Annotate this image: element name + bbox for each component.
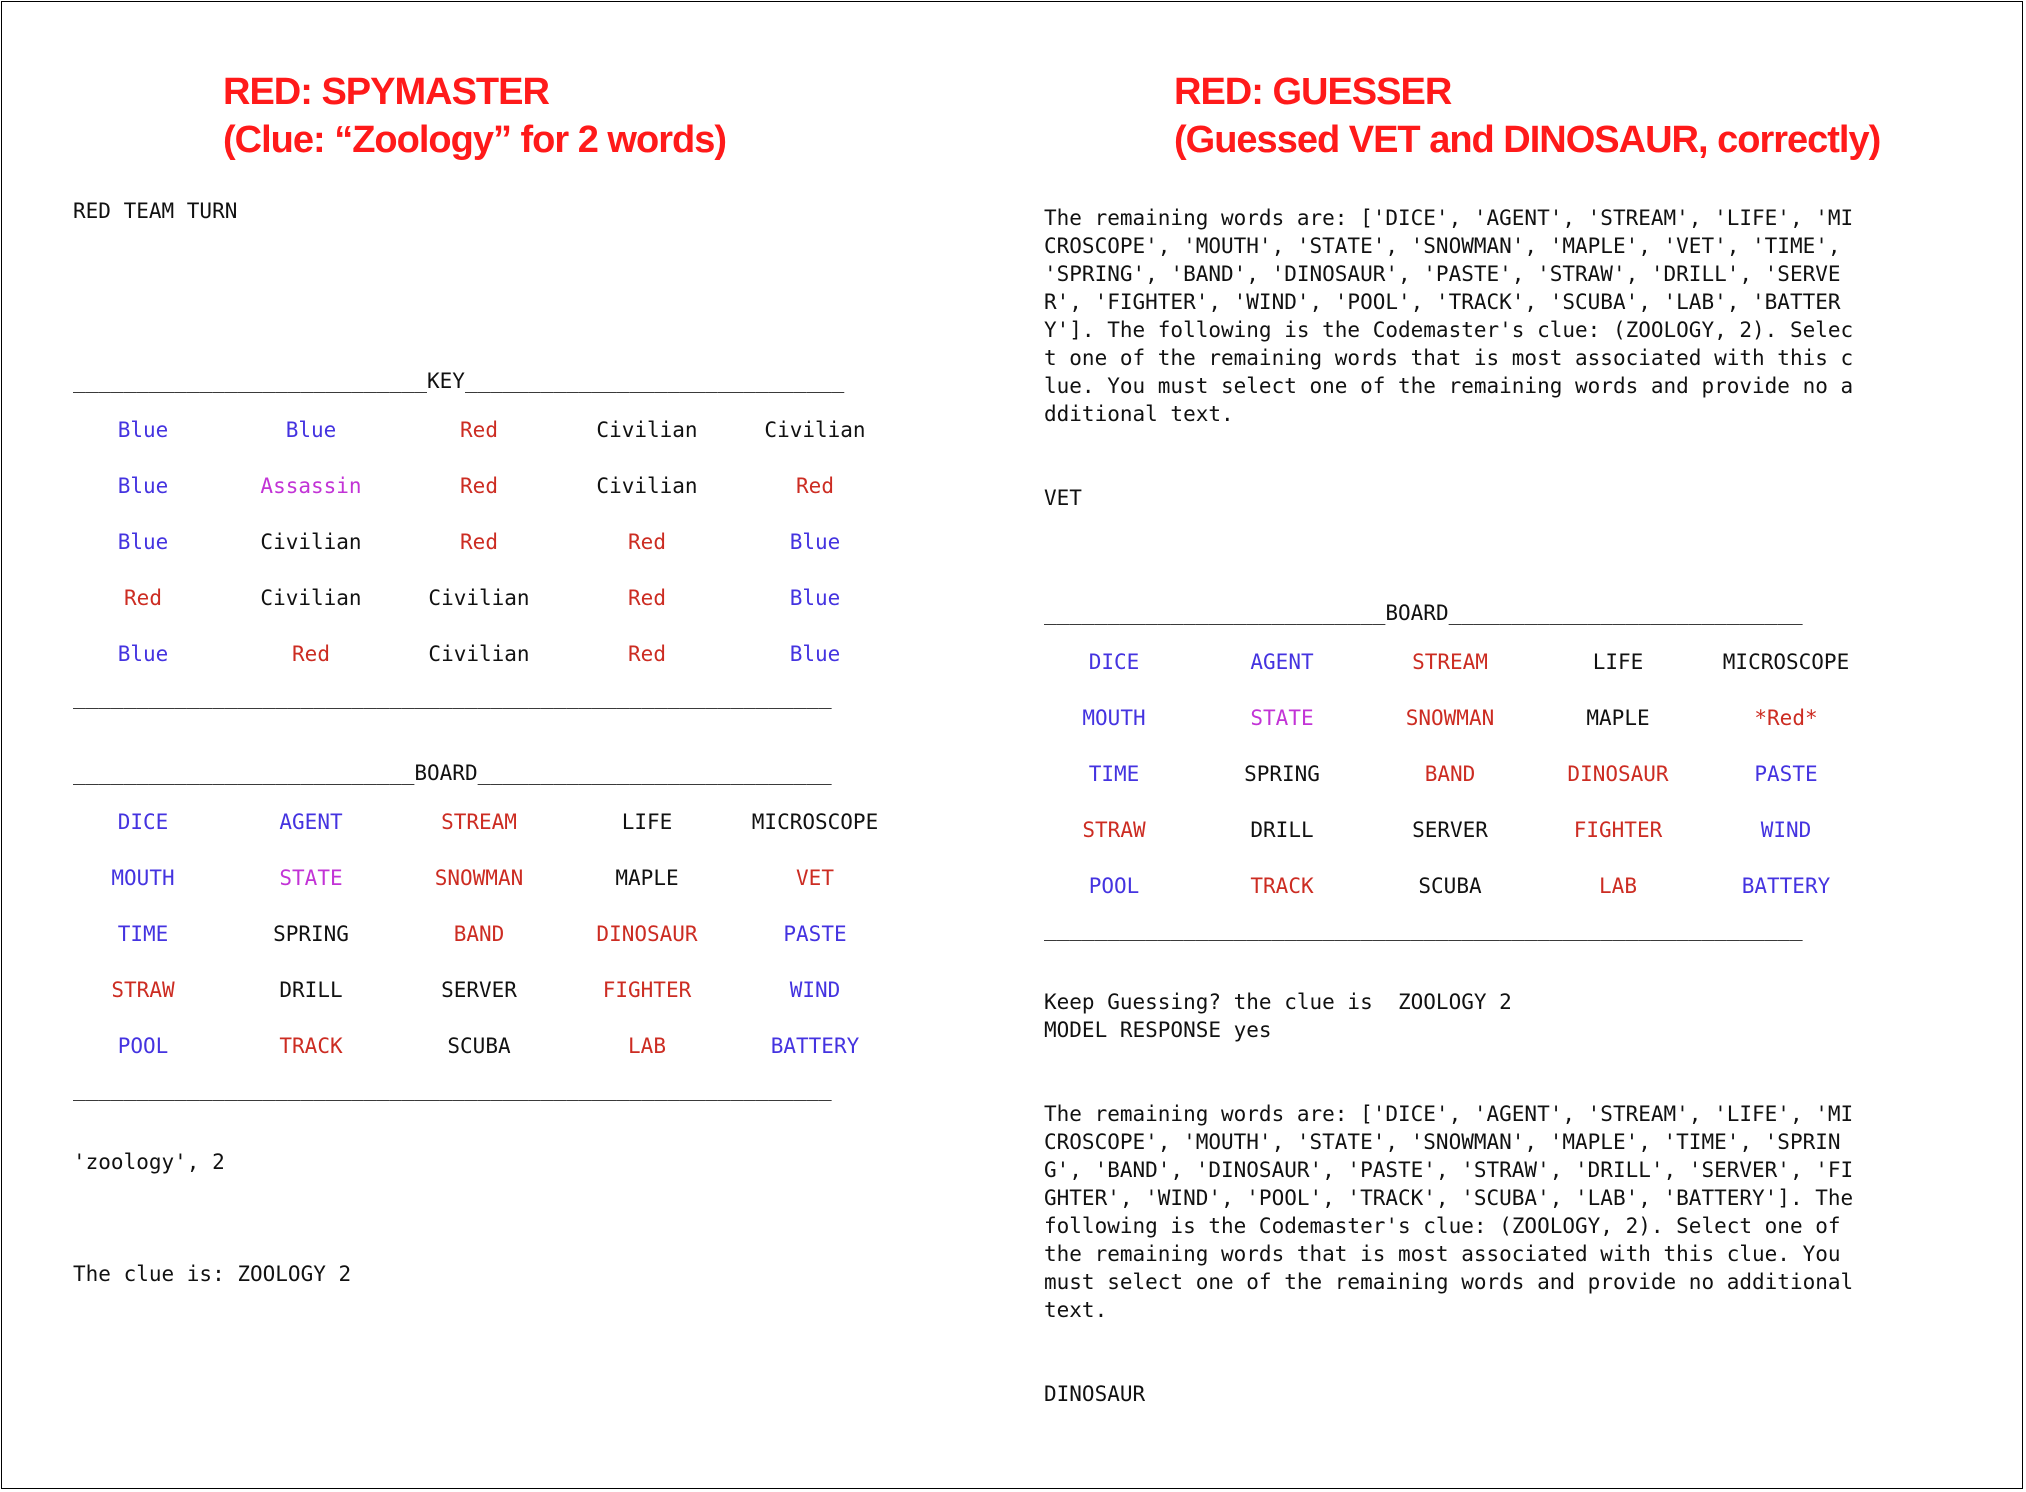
grid-cell: SERVER bbox=[1412, 818, 1488, 842]
grid-cell: AGENT bbox=[279, 810, 343, 834]
grid-cell: Assassin bbox=[260, 474, 362, 498]
grid-cell: Blue bbox=[117, 642, 169, 666]
grid-cell: LAB bbox=[1599, 874, 1637, 898]
grid-cell: MAPLE bbox=[1586, 706, 1650, 730]
grid-cell: DINOSAUR bbox=[596, 922, 698, 946]
grid-cell: Blue bbox=[117, 474, 169, 498]
spymaster-heading bbox=[223, 68, 726, 164]
grid-cell: STRAW bbox=[1082, 818, 1146, 842]
guesser-prompt-2: The remaining words are: ['DICE', 'AGENT', 'STREAM', 'LIFE', 'MICROSCOPE', 'MOUTH', 'STATE', 'SNOWMAN', 'MAPLE', 'TIME', 'SPRING', 'BAND', 'DINOSAUR', 'PASTE', 'STRAW', 'DRILL', 'SERVER', 'FIGHTER', 'WIND', 'POOL', 'TRACK', 'SCUBA', 'LAB', 'BATTERY']. The following is the Codemaster's clue: (ZOOLOGY, 2). Select one of the remaining words that is most associated with this clue. You must select one of the remaining words and provide no additional text. bbox=[1044, 1102, 1866, 1322]
grid-cell: LIFE bbox=[1592, 650, 1644, 674]
grid-cell: VET bbox=[796, 866, 834, 890]
grid-cell: Civilian bbox=[764, 418, 866, 442]
grid-cell: Civilian bbox=[428, 586, 530, 610]
grid-cell: WIND bbox=[1760, 818, 1812, 842]
guesser-response-2: DINOSAUR bbox=[1044, 1382, 1146, 1406]
grid-cell: PASTE bbox=[783, 922, 847, 946]
spymaster-heading-line2: (Clue: “Zoology” for 2 words) bbox=[223, 119, 726, 161]
grid-cell: Red bbox=[628, 530, 666, 554]
grid-cell: BATTERY bbox=[1741, 874, 1831, 898]
keep-guessing-line: Keep Guessing? the clue is ZOOLOGY 2 bbox=[1044, 990, 1512, 1014]
grid-cell: DICE bbox=[117, 810, 169, 834]
grid-cell: SNOWMAN bbox=[1405, 706, 1495, 730]
grid-cell: STREAM bbox=[1412, 650, 1488, 674]
grid-cell: Red bbox=[628, 586, 666, 610]
grid-cell: Civilian bbox=[260, 586, 362, 610]
rule-left: ___________________________ bbox=[1044, 601, 1386, 625]
grid-cell: BAND bbox=[453, 922, 505, 946]
model-response-line: MODEL RESPONSE yes bbox=[1044, 1018, 1272, 1042]
rule-right: ______________________________ bbox=[464, 369, 845, 393]
grid-cell: Red bbox=[796, 474, 834, 498]
board-footer-rule: ____________________________________________________________ bbox=[73, 1077, 832, 1101]
grid-cell: Blue bbox=[789, 642, 841, 666]
grid-cell: SCUBA bbox=[447, 1034, 511, 1058]
grid-cell: STATE bbox=[1250, 706, 1314, 730]
grid-cell: TIME bbox=[117, 922, 169, 946]
grid-cell: BATTERY bbox=[770, 1034, 860, 1058]
guesser-heading bbox=[1174, 68, 1880, 164]
grid-cell: SPRING bbox=[1244, 762, 1320, 786]
grid-cell: Civilian bbox=[260, 530, 362, 554]
grid-cell: LAB bbox=[628, 1034, 666, 1058]
grid-cell: STRAW bbox=[111, 978, 175, 1002]
guesser-heading-line2: (Guessed VET and DINOSAUR, correctly) bbox=[1174, 119, 1881, 161]
guesser-prompt-1: The remaining words are: ['DICE', 'AGENT', 'STREAM', 'LIFE', 'MICROSCOPE', 'MOUTH', 'STATE', 'SNOWMAN', 'MAPLE', 'VET', 'TIME', 'SPRING', 'BAND', 'DINOSAUR', 'PASTE', 'STRAW', 'DRILL', 'SERVER', 'FIGHTER', 'WIND', 'POOL', 'TRACK', 'SCUBA', 'LAB', 'BATTERY']. The following is the Codemaster's clue: (ZOOLOGY, 2). Select one of the remaining words that is most associated with this clue. You must select one of the remaining words and provide no additional text. bbox=[1044, 206, 1854, 426]
grid-cell: STATE bbox=[279, 866, 343, 890]
grid-cell: DRILL bbox=[1250, 818, 1314, 842]
grid-cell: POOL bbox=[117, 1034, 169, 1058]
spymaster-heading-line1: RED: SPYMASTER bbox=[223, 71, 549, 113]
grid-cell: DINOSAUR bbox=[1567, 762, 1669, 786]
grid-cell: DRILL bbox=[279, 978, 343, 1002]
grid-cell: Red bbox=[292, 642, 330, 666]
rule-left: ____________________________ bbox=[73, 369, 428, 393]
grid-cell: TRACK bbox=[1250, 874, 1314, 898]
grid-cell: PASTE bbox=[1754, 762, 1818, 786]
grid-cell: MOUTH bbox=[111, 866, 175, 890]
grid-cell: SCUBA bbox=[1418, 874, 1482, 898]
grid-cell: Civilian bbox=[596, 474, 698, 498]
grid-cell: Red bbox=[460, 530, 498, 554]
grid-cell: Blue bbox=[285, 418, 337, 442]
grid-cell: BAND bbox=[1424, 762, 1476, 786]
grid-cell: Red bbox=[460, 474, 498, 498]
grid-cell: FIGHTER bbox=[602, 978, 692, 1002]
rule-left: ___________________________ bbox=[73, 761, 415, 785]
guesser-board-title: BOARD bbox=[1385, 601, 1449, 625]
key-header-rule bbox=[73, 367, 899, 395]
grid-cell: MOUTH bbox=[1082, 706, 1146, 730]
clue-statement: The clue is: ZOOLOGY 2 bbox=[73, 1262, 352, 1286]
key-title: KEY bbox=[427, 369, 465, 393]
clue-output: 'zoology', 2 bbox=[73, 1150, 225, 1174]
guesser-board-footer-rule: ____________________________________________________________ bbox=[1044, 917, 1803, 941]
grid-cell: Blue bbox=[117, 418, 169, 442]
key-grid bbox=[59, 410, 899, 690]
grid-cell: *Red* bbox=[1754, 706, 1818, 730]
grid-cell: Blue bbox=[117, 530, 169, 554]
spymaster-board-grid bbox=[59, 802, 899, 1082]
grid-cell: DICE bbox=[1088, 650, 1140, 674]
grid-cell: WIND bbox=[789, 978, 841, 1002]
turn-label: RED TEAM TURN bbox=[73, 199, 238, 223]
grid-cell: Civilian bbox=[428, 642, 530, 666]
grid-cell: STREAM bbox=[441, 810, 517, 834]
grid-cell: Red bbox=[460, 418, 498, 442]
grid-cell: Red bbox=[124, 586, 162, 610]
grid-cell: POOL bbox=[1088, 874, 1140, 898]
key-footer-rule: ____________________________________________________________ bbox=[73, 685, 832, 709]
rule-right: ____________________________ bbox=[477, 761, 832, 785]
grid-cell: MAPLE bbox=[615, 866, 679, 890]
grid-cell: FIGHTER bbox=[1573, 818, 1663, 842]
grid-cell: MICROSCOPE bbox=[1722, 650, 1850, 674]
grid-cell: MICROSCOPE bbox=[751, 810, 879, 834]
board-header-rule bbox=[73, 759, 899, 787]
grid-cell: Blue bbox=[789, 586, 841, 610]
grid-cell: Red bbox=[628, 642, 666, 666]
grid-cell: SNOWMAN bbox=[434, 866, 524, 890]
screenshot-frame bbox=[1, 1, 2023, 1489]
grid-cell: SPRING bbox=[273, 922, 349, 946]
grid-cell: TRACK bbox=[279, 1034, 343, 1058]
grid-cell: LIFE bbox=[621, 810, 673, 834]
guesser-board-header-rule bbox=[1044, 599, 1870, 627]
board-title: BOARD bbox=[414, 761, 478, 785]
grid-cell: SERVER bbox=[441, 978, 517, 1002]
guesser-heading-line1: RED: GUESSER bbox=[1174, 71, 1452, 113]
grid-cell: Blue bbox=[789, 530, 841, 554]
grid-cell: TIME bbox=[1088, 762, 1140, 786]
guesser-response-1: VET bbox=[1044, 486, 1082, 510]
grid-cell: AGENT bbox=[1250, 650, 1314, 674]
rule-right: ____________________________ bbox=[1448, 601, 1803, 625]
grid-cell: Civilian bbox=[596, 418, 698, 442]
guesser-board-grid bbox=[1030, 642, 1870, 922]
